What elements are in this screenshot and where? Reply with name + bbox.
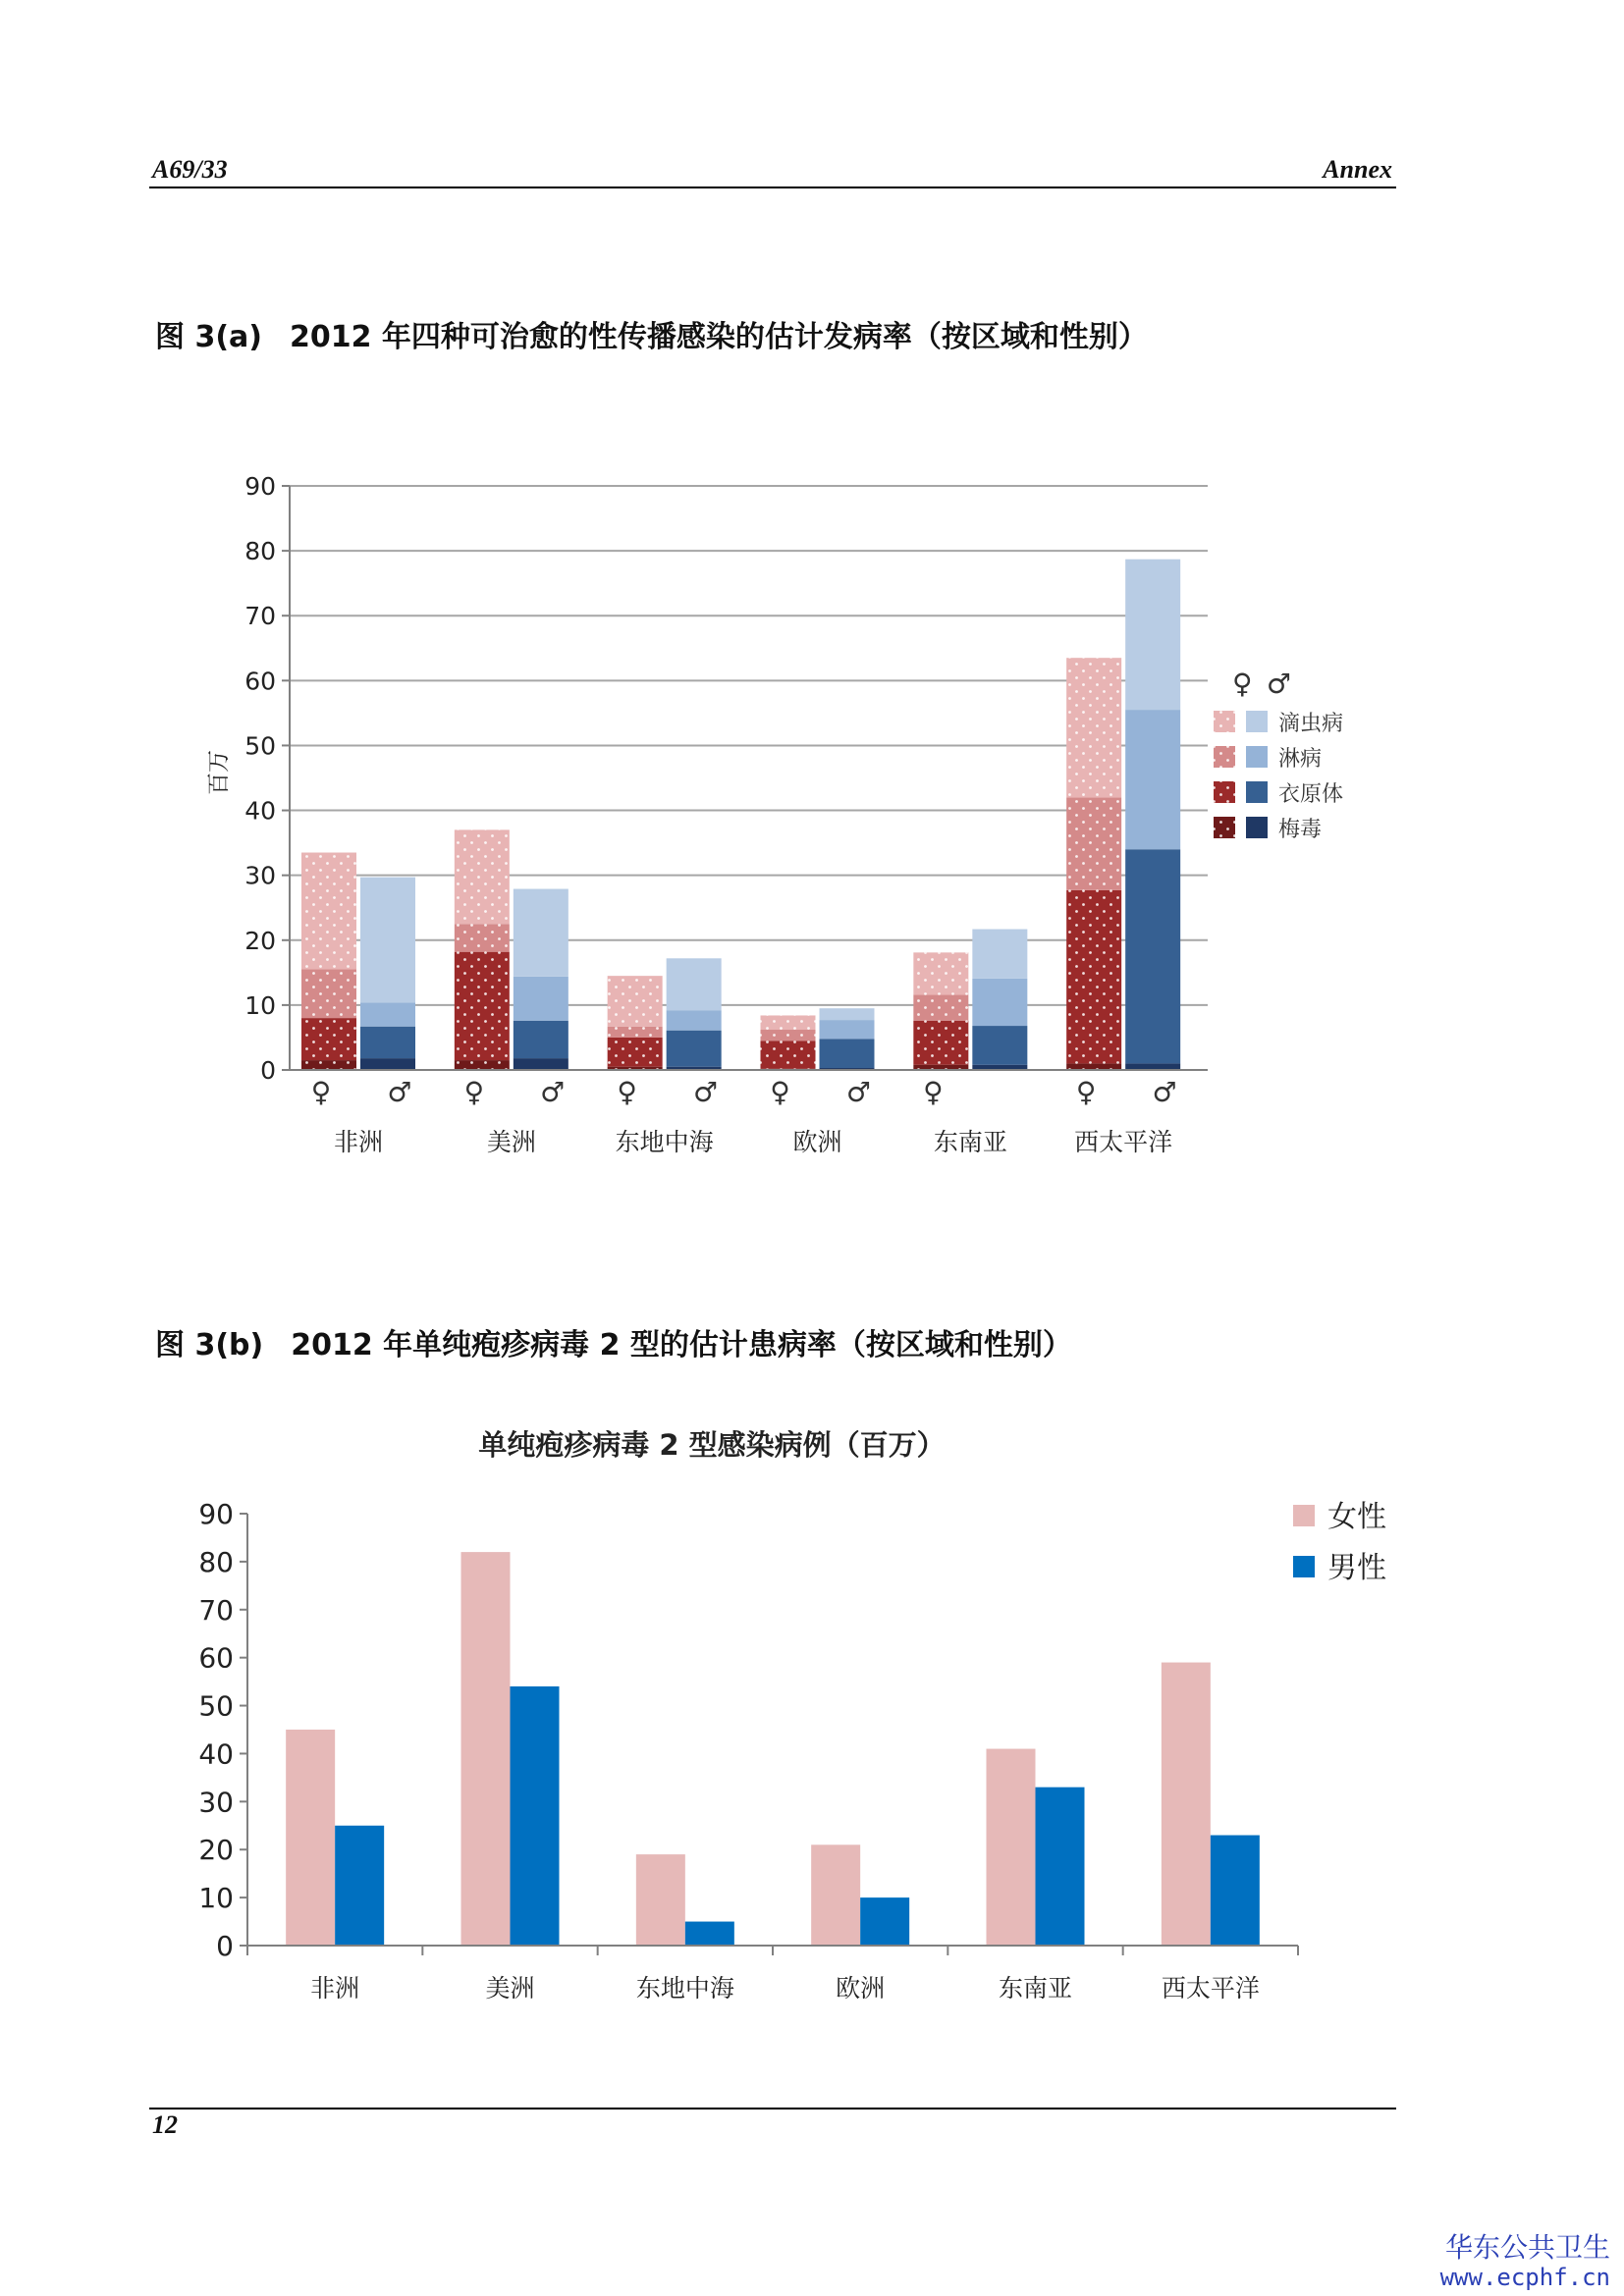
chart-b-title: 单纯疱疹病毒 2 型感染病例（百万） [478,1428,946,1462]
bar-americas-female [461,1552,511,1946]
bar-eastern-mediterranean-male-gonorrhoea [667,1010,722,1030]
y-tick-label: 20 [198,1834,234,1867]
legend-label-male: 男性 [1327,1551,1386,1585]
sex-symbol-female: ♀ [617,1076,637,1108]
legend-label-female: 女性 [1327,1500,1386,1534]
sex-symbol-female: ♀ [770,1076,790,1108]
bar-americas-male-gonorrhoea [514,977,568,1021]
sex-symbol-male: ♂ [693,1076,719,1108]
y-tick-label: 30 [198,1786,234,1819]
sex-symbol-female: ♀ [1075,1076,1097,1108]
x-category-label: 非洲 [333,1128,384,1156]
bar-africa-male-gonorrhoea [360,1002,415,1026]
y-tick-label: 50 [198,1689,234,1723]
bar-south-east-asia-female [987,1749,1036,1946]
bar-western-pacific-male [1211,1836,1260,1946]
legend-header-male: ♂ [1267,667,1292,700]
bar-south-east-asia-female-gonorrhoea-dots [913,994,968,1020]
y-tick-label: 50 [244,731,276,761]
y-axis-label: 百万 [206,750,232,795]
bar-south-east-asia-male-trichomoniasis [972,930,1027,979]
bar-western-pacific-female-chlamydia-dots [1066,890,1121,1064]
legend-swatch-male-chlamydia [1246,781,1268,803]
x-category-label: 美洲 [486,1128,536,1156]
sex-symbol-male: ♂ [1152,1076,1177,1108]
y-tick-label: 0 [216,1930,234,1962]
y-tick-label: 70 [244,602,276,631]
bar-south-east-asia-male [1036,1788,1085,1946]
bar-americas-male-chlamydia [514,1021,568,1058]
bar-africa-female [286,1730,335,1946]
figure-a-title: 2012 年四种可治愈的性传播感染的估计发病率（按区域和性别） [289,320,1148,354]
bar-europe-male [860,1897,909,1946]
bar-africa-male-trichomoniasis [360,878,415,1003]
watermark-name: 华东公共卫生 [1444,2231,1610,2264]
bar-africa-female-trichomoniasis-dots [301,853,356,970]
sex-symbol-male: ♂ [387,1076,412,1108]
bar-eastern-mediterranean-female-gonorrhoea-dots [608,1027,663,1038]
bar-south-east-asia-female-chlamydia-dots [913,1021,968,1065]
bar-western-pacific-male-trichomoniasis [1125,560,1180,710]
figure-b-chart [187,1414,1414,2002]
header-rule [149,187,1396,188]
figure-b-caption [155,1320,1072,1363]
y-tick-label: 30 [244,861,276,890]
x-category-label: 东南亚 [998,1974,1073,2002]
bar-eastern-mediterranean-female [636,1854,685,1946]
bar-americas-female-syphilis-dots [455,1060,510,1070]
legend-swatch-male-trichomoniasis [1246,711,1268,732]
legend-swatch-male-syphilis [1246,817,1268,838]
running-header-right: Annex [1323,155,1392,184]
y-tick-label: 20 [244,926,276,955]
bar-africa-female-chlamydia-dots [301,1018,356,1060]
bar-western-pacific-female [1162,1663,1211,1946]
x-category-label: 东南亚 [933,1128,1007,1156]
figure-a-chart [187,461,1404,1168]
legend-swatch-female-dots [1214,781,1235,803]
legend-swatch-female-dots [1214,746,1235,768]
bar-europe-female [811,1844,860,1946]
bar-eastern-mediterranean-male-chlamydia [667,1031,722,1067]
watermark-url: www.ecphf.cn [1439,2264,1610,2291]
footer-rule [149,2108,1396,2109]
y-tick-label: 90 [244,472,276,501]
bar-europe-male-trichomoniasis [820,1008,875,1020]
y-tick-label: 40 [198,1737,234,1771]
sex-symbol-female: ♀ [923,1076,944,1108]
legend-swatch-male-gonorrhoea [1246,746,1268,768]
bar-africa-male-chlamydia [360,1027,415,1058]
bar-americas-female-trichomoniasis-dots [455,829,510,924]
sex-symbol-male: ♂ [845,1076,872,1108]
bar-eastern-mediterranean-female-trichomoniasis-dots [608,976,663,1027]
legend-label-syphilis: 梅毒 [1278,818,1323,842]
bar-south-east-asia-male-chlamydia [972,1026,1027,1065]
legend-swatch-female-dots [1214,817,1235,838]
y-tick-label: 80 [198,1545,234,1578]
sex-symbol-female: ♀ [310,1076,332,1108]
sex-symbol-male: ♂ [540,1076,566,1108]
x-category-label: 东地中海 [635,1974,734,2002]
bar-eastern-mediterranean-male-trichomoniasis [667,958,722,1010]
legend-swatch-female-dots [1214,711,1235,732]
bar-western-pacific-male-chlamydia [1125,849,1180,1063]
figure-b-label: 图 3(b) [155,1328,264,1362]
y-tick-label: 70 [198,1593,234,1627]
bar-western-pacific-male-gonorrhoea [1125,710,1180,849]
bar-americas-male [511,1686,560,1946]
legend-label-trichomoniasis: 滴虫病 [1278,712,1344,736]
bar-europe-female-trichomoniasis-dots [761,1015,816,1030]
y-tick-label: 0 [260,1056,276,1085]
bar-eastern-mediterranean-male [685,1922,734,1946]
sex-symbol-female: ♀ [463,1076,485,1108]
x-category-label: 西太平洋 [1074,1128,1173,1156]
bar-americas-male-syphilis [514,1058,568,1070]
bar-africa-female-syphilis-dots [301,1060,356,1070]
y-tick-label: 80 [244,537,276,566]
x-category-label: 东地中海 [615,1128,714,1156]
figure-a-caption [155,312,1148,355]
bar-africa-male [335,1826,384,1946]
running-header-left: A69/33 [152,155,228,184]
y-tick-label: 60 [244,667,276,696]
x-category-label: 欧洲 [836,1974,886,2002]
x-category-label: 西太平洋 [1161,1974,1260,2002]
bar-americas-female-chlamydia-dots [455,952,510,1060]
bar-europe-female-chlamydia-dots [761,1041,816,1068]
legend-header-female: ♀ [1232,667,1253,700]
x-category-label: 非洲 [310,1974,360,2002]
x-category-label: 美洲 [485,1974,535,2002]
bar-south-east-asia-female-trichomoniasis-dots [913,952,968,994]
bar-europe-female-gonorrhoea-dots [761,1030,816,1041]
bar-africa-female-gonorrhoea-dots [301,970,356,1019]
legend-swatch-male [1293,1556,1315,1577]
y-tick-label: 90 [198,1498,234,1530]
y-tick-label: 10 [244,990,276,1020]
bar-western-pacific-female-gonorrhoea-dots [1066,797,1121,890]
y-tick-label: 60 [198,1641,234,1675]
bar-western-pacific-female-trichomoniasis-dots [1066,658,1121,797]
bar-africa-male-syphilis [360,1058,415,1070]
bar-europe-male-gonorrhoea [820,1020,875,1039]
bar-americas-male-trichomoniasis [514,889,568,977]
legend-swatch-female [1293,1505,1315,1526]
bar-eastern-mediterranean-female-chlamydia-dots [608,1038,663,1067]
y-tick-label: 40 [244,796,276,826]
x-category-label: 欧洲 [792,1128,842,1156]
y-tick-label: 10 [198,1882,234,1915]
legend-label-gonorrhoea: 淋病 [1278,747,1323,772]
figure-b-title: 2012 年单纯疱疹病毒 2 型的估计患病率（按区域和性别） [291,1328,1072,1362]
legend-label-chlamydia: 衣原体 [1278,782,1344,807]
bar-europe-male-chlamydia [820,1039,875,1068]
page-number: 12 [152,2110,178,2139]
bar-americas-female-gonorrhoea-dots [455,924,510,951]
figure-a-label: 图 3(a) [155,320,262,354]
bar-south-east-asia-male-gonorrhoea [972,979,1027,1026]
